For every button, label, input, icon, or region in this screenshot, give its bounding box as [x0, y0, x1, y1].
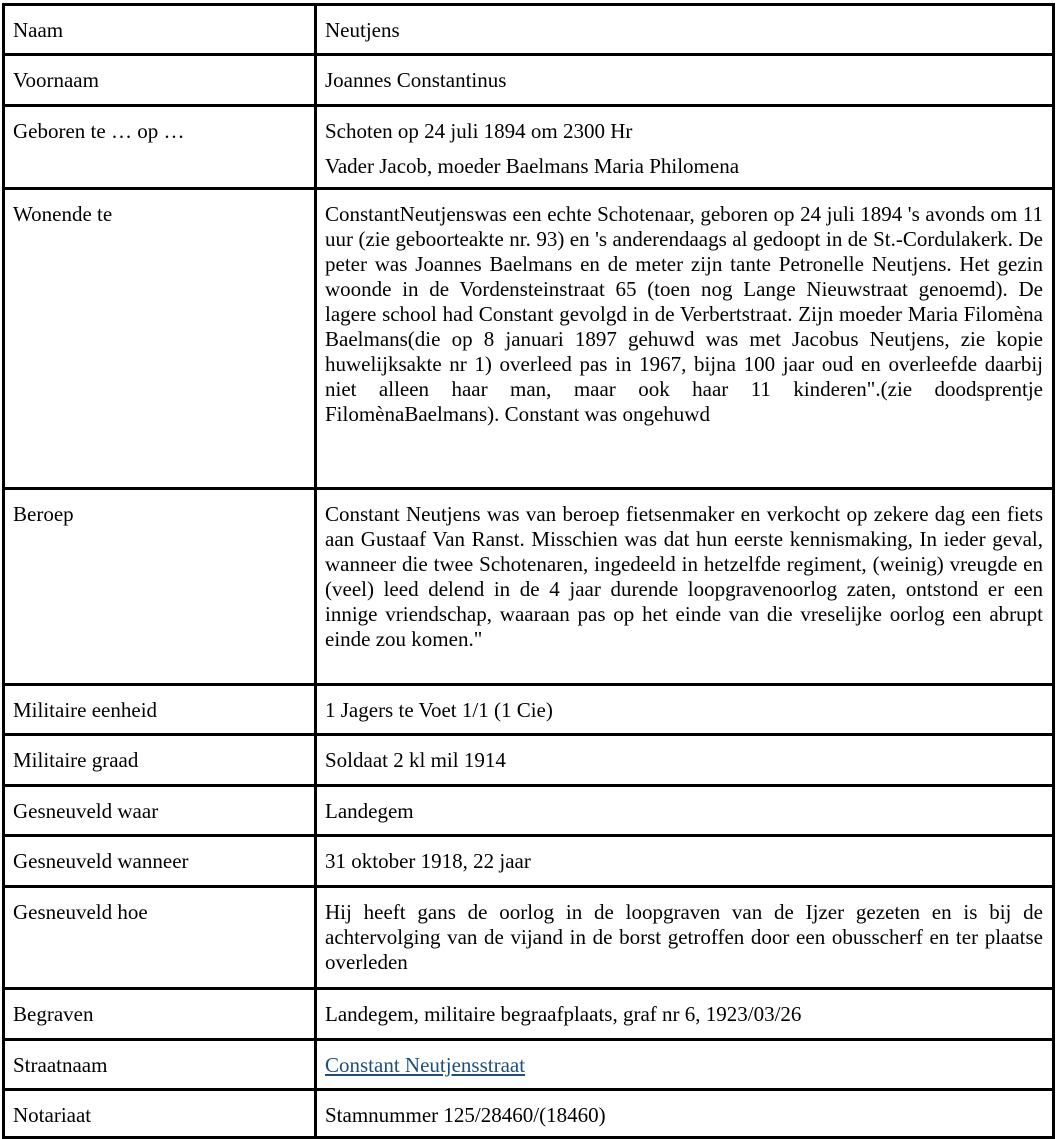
value-text: Stamnummer 125/28460/(18460): [325, 1103, 606, 1127]
value-text: [325, 1053, 1043, 1078]
value-text: Hij heeft gans de oorlog in de loopgraven van de Ijzer gezeten en is bij de achtervolging van de vijand in de borst getroffen door een obusscherf en ter plaatse overleden: [325, 900, 1043, 974]
table-row-waar: [4, 786, 1054, 836]
row-label-geboren: Geboren te … op …: [4, 106, 316, 189]
row-label-begraven: Begraven: [4, 989, 316, 1040]
value-text: 31 oktober 1918, 22 jaar: [325, 849, 531, 873]
row-value-beroep: [316, 489, 1054, 685]
row-value-wonende: [316, 189, 1054, 489]
row-label-naam: Naam: [4, 5, 316, 55]
row-label-voornaam: Voornaam: [4, 55, 316, 106]
value-text-birth: Schoten op 24 juli 1894 om 2300 Hr: [325, 119, 633, 143]
table-row-begraven: [4, 989, 1054, 1040]
row-value-hoe: [316, 887, 1054, 989]
row-value-voornaam: [316, 55, 1054, 106]
value-text: Landegem: [325, 799, 414, 823]
table-row-beroep: [4, 489, 1054, 685]
row-label-wonende: Wonende te: [4, 189, 316, 489]
row-value-straatnaam: [316, 1040, 1054, 1090]
row-value-geboren: [316, 106, 1054, 189]
value-text-parents: Vader Jacob, moeder Baelmans Maria Philomena: [325, 154, 740, 178]
row-value-waar: [316, 786, 1054, 836]
table-row-straatnaam: [4, 1040, 1054, 1090]
row-value-graad: [316, 735, 1054, 786]
table-row-hoe: [4, 887, 1054, 989]
table-row-notariaat: [4, 1090, 1054, 1138]
row-value-notariaat: [316, 1090, 1054, 1138]
value-text: ConstantNeutjenswas een echte Schotenaar, geboren op 24 juli 1894 's avonds om 11 uur (zie geboorteakte nr. 93) en 's anderendaags al gedoopt in de St.-Cordulakerk. De peter was Joannes Baelmans en de meter zijn tante Petronelle Neutjens. Het gezin woonde in de Vordensteinstraat 65 (toen nog Lange Nieuwstraat genoemd). De lagere school had Constant gevolgd in de Verbertstraat. Zijn moeder Maria Filomèna Baelmans(die op 8 januari 1897 gehuwd was met Jacobus Neutjens, zie kopie huwelijksakte nr 1) overleed pas in 1967, bijna 100 jaar oud en overleefde daarbij niet alleen haar man, maar ook haar 11 kinderen".(zie doodsprentje FilomènaBaelmans). Constant was ongehuwd: [325, 202, 1043, 426]
row-label-hoe: Gesneuveld hoe: [4, 887, 316, 989]
table-row-wanneer: [4, 836, 1054, 887]
row-label-waar: Gesneuveld waar: [4, 786, 316, 836]
table-row-naam: [4, 5, 1054, 55]
row-value-naam: [316, 5, 1054, 55]
row-value-eenheid: [316, 685, 1054, 735]
row-value-begraven: [316, 989, 1054, 1040]
value-text: Joannes Constantinus: [325, 68, 507, 92]
row-label-notariaat: Notariaat: [4, 1090, 316, 1138]
table-row-wonende: [4, 189, 1054, 489]
row-label-beroep: Beroep: [4, 489, 316, 685]
value-text: Constant Neutjens was van beroep fietsenmaker en verkocht op zekere dag een fiets aan Gustaaf Van Ranst. Misschien was dat hun eerste kennismaking, In ieder geval, wanneer die twee Schotenaren, ingedeeld in hetzelfde regiment, (weinig) vreugde en (veel) leed delend in de 4 jaar durende loopgravenoorlog zaten, ontstond er een innige vriendschap, waaraan pas op het einde van die vreselijke oorlog een abrupt einde zou komen.": [325, 502, 1043, 651]
table-row-voornaam: [4, 55, 1054, 106]
row-label-straatnaam: Straatnaam: [4, 1040, 316, 1090]
value-text: 1 Jagers te Voet 1/1 (1 Cie): [325, 698, 553, 722]
value-text: Neutjens: [325, 18, 400, 42]
street-name-link[interactable]: Constant Neutjensstraat: [325, 1053, 526, 1077]
value-text: Landegem, militaire begraafplaats, graf nr 6, 1923/03/26: [325, 1002, 802, 1026]
row-label-graad: Militaire graad: [4, 735, 316, 786]
table-row-eenheid: [4, 685, 1054, 735]
row-value-wanneer: [316, 836, 1054, 887]
row-label-wanneer: Gesneuveld wanneer: [4, 836, 316, 887]
table-row-geboren: [4, 106, 1054, 189]
value-text: Soldaat 2 kl mil 1914: [325, 748, 506, 772]
row-label-eenheid: Militaire eenheid: [4, 685, 316, 735]
record-table: [2, 3, 1055, 1139]
table-row-graad: [4, 735, 1054, 786]
